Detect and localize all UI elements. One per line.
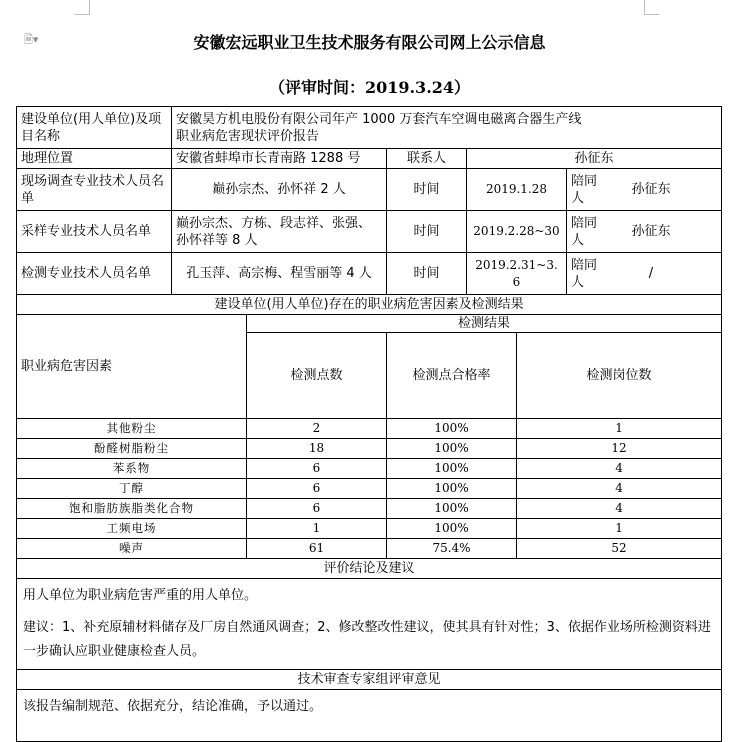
time-value: 2019.2.31~3. 6: [467, 253, 567, 295]
staff-row: [17, 211, 722, 253]
conclusion-body: [17, 579, 722, 670]
factor-name: 工频电场: [17, 519, 247, 539]
time-value: 2019.2.28~30: [467, 211, 567, 253]
factor-header: 职业病危害因素: [17, 315, 247, 419]
accompany-value: 孙征东: [631, 182, 671, 197]
unit-label: 建设单位(用人单位)及项目名称: [17, 107, 172, 149]
location-row: [17, 149, 722, 169]
unit-value: [172, 107, 722, 149]
point-rate: 75.4%: [387, 539, 517, 559]
factor-name: 其他粉尘: [17, 419, 247, 439]
time-label: 时间: [387, 211, 467, 253]
points: 6: [247, 499, 387, 519]
review-row: [17, 690, 722, 742]
unit-value-line1: 安徽昊方机电股份有限公司年产 1000 万套汽车空调电磁离合器生产线: [176, 111, 582, 127]
posts: 4: [517, 479, 722, 499]
points: 6: [247, 459, 387, 479]
staff-names: 孔玉萍、高宗梅、程雪丽等 4 人: [172, 253, 387, 295]
accompany-value: 孙征东: [631, 224, 671, 239]
conclusion-title: 评价结论及建议: [17, 559, 722, 579]
info-table: [16, 106, 722, 742]
staff-row: [17, 253, 722, 295]
conclusion-row: [17, 579, 722, 670]
table-row: [17, 439, 722, 459]
factor-name: 苯系物: [17, 459, 247, 479]
posts: 4: [517, 459, 722, 479]
table-row: [17, 459, 722, 479]
accompany-value: /: [648, 266, 654, 281]
unit-value-line2: 职业病危害现状评价报告: [176, 128, 320, 144]
accompany-label: 陪同人: [571, 257, 598, 290]
factor-name: 酚醛树脂粉尘: [17, 439, 247, 459]
page-title: 安徽宏远职业卫生技术服务有限公司网上公示信息: [193, 33, 546, 52]
staff-names: 巅孙宗杰、孙怀祥 2 人: [172, 169, 387, 211]
posts: 1: [517, 519, 722, 539]
points: 61: [247, 539, 387, 559]
page-corner-mark-left: [75, 0, 90, 15]
point-rate: 100%: [387, 499, 517, 519]
location-value: 安徽省蚌埠市长青南路 1288 号: [172, 149, 387, 169]
accompany-label: 陪同人: [571, 215, 598, 248]
points: 18: [247, 439, 387, 459]
column-header: 检测点数: [247, 333, 387, 419]
accompany: [567, 253, 722, 295]
table-row: [17, 499, 722, 519]
point-rate: 100%: [387, 419, 517, 439]
points: 1: [247, 519, 387, 539]
staff-names: 巅孙宗杰、方栋、段志祥、张强、孙怀祥等 8 人: [172, 211, 387, 253]
contact-value: 孙征东: [467, 149, 722, 169]
staff-label: 现场调查专业技术人员名单: [17, 169, 172, 211]
hazard-section-title-row: [17, 295, 722, 315]
point-rate: 100%: [387, 459, 517, 479]
review-time: （评审时间：2019.3.24）: [268, 78, 471, 97]
accompany: [567, 211, 722, 253]
column-header: 检测点合格率: [387, 333, 517, 419]
suggestion-text: 建议：1、补充原辅材料储存及厂房自然通风调查；2、修改整改性建议，使其具有针对性；3、依据作业场所检测资料进一步确认应职业健康检查人员。: [23, 620, 711, 659]
conclusion-title-row: [17, 559, 722, 579]
review-title-row: [17, 670, 722, 690]
location-label: 地理位置: [17, 149, 172, 169]
project-row: [17, 107, 722, 149]
hazard-section-title: 建设单位(用人单位)存在的职业病危害因素及检测结果: [17, 295, 722, 315]
factor-name: 饱和脂肪族脂类化合物: [17, 499, 247, 519]
staff-label: 采样专业技术人员名单: [17, 211, 172, 253]
review-title: 技术审查专家组评审意见: [17, 670, 722, 690]
time-label: 时间: [387, 253, 467, 295]
page-corner-mark-right: [644, 0, 659, 15]
point-rate: 100%: [387, 439, 517, 459]
hazard-header-row: [17, 315, 722, 333]
results-header: 检测结果: [247, 315, 722, 333]
factor-name: 噪声: [17, 539, 247, 559]
points: 2: [247, 419, 387, 439]
factor-name: 丁醇: [17, 479, 247, 499]
point-rate: 100%: [387, 479, 517, 499]
time-label: 时间: [387, 169, 467, 211]
posts: 12: [517, 439, 722, 459]
time-value: 2019.1.28: [467, 169, 567, 211]
staff-label: 检测专业技术人员名单: [17, 253, 172, 295]
staff-row: [17, 169, 722, 211]
accompany-label: 陪同人: [571, 173, 598, 206]
table-row: [17, 539, 722, 559]
table-row: [17, 519, 722, 539]
conclusion-text: 用人单位为职业病危害严重的用人单位。: [23, 588, 258, 603]
document-icon[interactable]: 🗎▾: [24, 33, 39, 46]
table-row: [17, 419, 722, 439]
points: 6: [247, 479, 387, 499]
review-text: 该报告编制规范、依据充分，结论准确，予以通过。: [17, 690, 722, 742]
column-header: 检测岗位数: [517, 333, 722, 419]
posts: 4: [517, 499, 722, 519]
point-rate: 100%: [387, 519, 517, 539]
accompany: [567, 169, 722, 211]
table-row: [17, 479, 722, 499]
contact-label: 联系人: [387, 149, 467, 169]
posts: 1: [517, 419, 722, 439]
posts: 52: [517, 539, 722, 559]
